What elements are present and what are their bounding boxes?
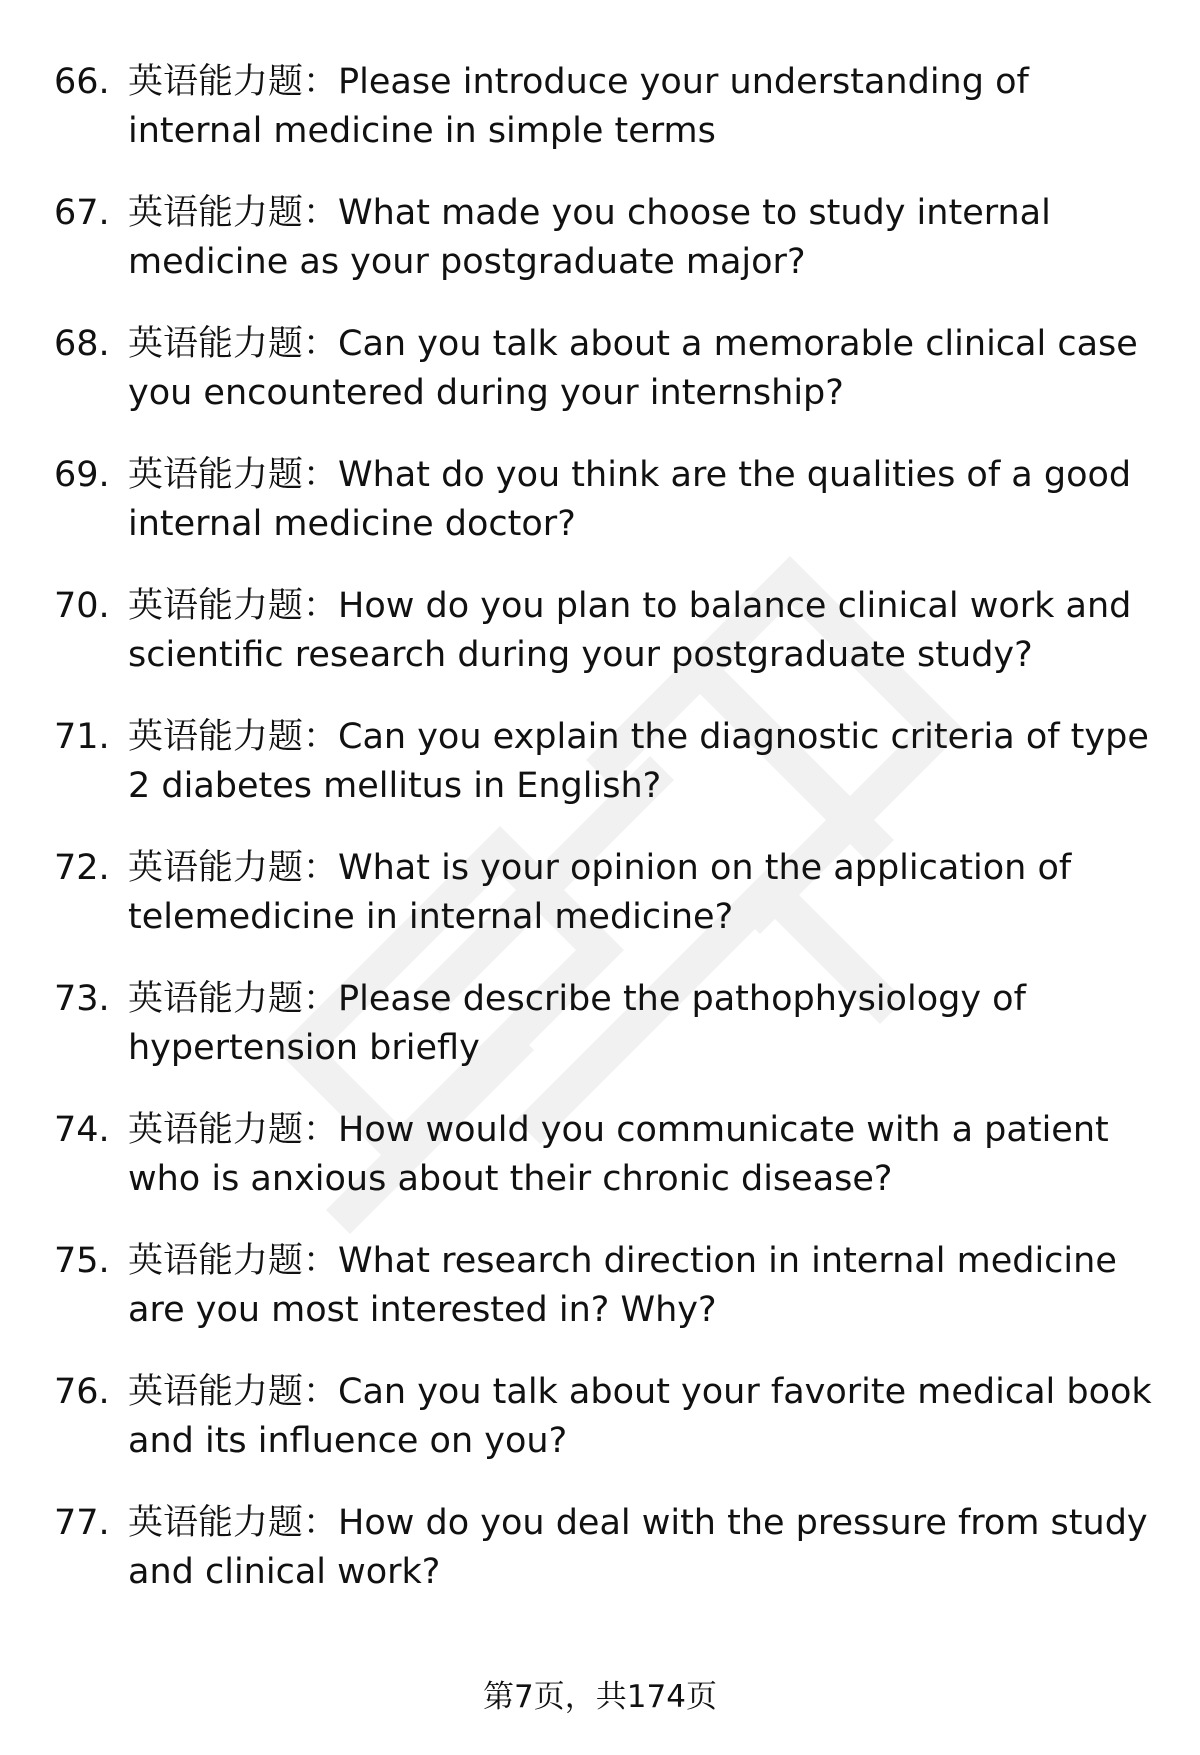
question-tag: 英语能力题： — [128, 1372, 339, 1412]
question-text: How would you communicate with a patient who is anxious about their chronic disease? — [128, 1110, 1109, 1199]
question-item — [54, 1499, 1164, 1630]
question-tag: 英语能力题： — [128, 193, 339, 233]
question-text: What do you think are the qualities of a good internal medicine doctor? — [128, 455, 1132, 544]
question-number: 76. — [54, 1372, 110, 1412]
question-item — [54, 1237, 1164, 1368]
page-number-label: 第7页，共174页 — [483, 1679, 717, 1715]
question-tag: 英语能力题： — [128, 586, 339, 626]
question-body — [128, 189, 1164, 287]
question-body — [128, 1368, 1164, 1466]
question-tag: 英语能力题： — [128, 62, 339, 102]
question-tag: 英语能力题： — [128, 1110, 339, 1150]
question-item — [54, 451, 1164, 582]
question-tag: 英语能力题： — [128, 1503, 339, 1543]
question-number: 69. — [54, 455, 110, 495]
question-text: Can you talk about a memorable clinical case you encountered during your internship? — [128, 324, 1138, 413]
question-text: Can you explain the diagnostic criteria of type 2 diabetes mellitus in English? — [128, 717, 1149, 806]
question-body — [128, 58, 1164, 156]
question-body — [128, 320, 1164, 418]
question-text: How do you plan to balance clinical work and scientific research during your postgraduate study? — [128, 586, 1132, 675]
question-body — [128, 713, 1164, 811]
question-item — [54, 582, 1164, 713]
page-footer — [0, 1677, 1200, 1717]
question-tag: 英语能力题： — [128, 455, 339, 495]
question-item — [54, 975, 1164, 1106]
question-item — [54, 713, 1164, 844]
question-tag: 英语能力题： — [128, 1241, 339, 1281]
question-number: 67. — [54, 193, 110, 233]
question-body — [128, 1237, 1164, 1335]
question-number: 70. — [54, 586, 110, 626]
question-item — [54, 1106, 1164, 1237]
question-body — [128, 1106, 1164, 1204]
question-tag: 英语能力题： — [128, 324, 339, 364]
question-text: What made you choose to study internal medicine as your postgraduate major? — [128, 193, 1051, 282]
question-item — [54, 58, 1164, 189]
question-tag: 英语能力题： — [128, 717, 339, 757]
question-number: 68. — [54, 324, 110, 364]
question-body — [128, 451, 1164, 549]
question-text: Can you talk about your favorite medical book and its influence on you? — [128, 1372, 1152, 1461]
question-number: 77. — [54, 1503, 110, 1543]
question-number: 73. — [54, 979, 110, 1019]
question-body — [128, 975, 1164, 1073]
question-text: What research direction in internal medicine are you most interested in? Why? — [128, 1241, 1117, 1330]
question-text: What is your opinion on the application of telemedicine in internal medicine? — [128, 848, 1072, 937]
question-text: Please introduce your understanding of internal medicine in simple terms — [128, 62, 1029, 151]
question-item — [54, 320, 1164, 451]
question-tag: 英语能力题： — [128, 848, 339, 888]
question-number: 74. — [54, 1110, 110, 1150]
question-item — [54, 1368, 1164, 1499]
question-item — [54, 189, 1164, 320]
question-body — [128, 582, 1164, 680]
question-number: 75. — [54, 1241, 110, 1281]
question-text: How do you deal with the pressure from study and clinical work? — [128, 1503, 1148, 1592]
question-tag: 英语能力题： — [128, 979, 339, 1019]
question-body — [128, 1499, 1164, 1597]
question-number: 71. — [54, 717, 110, 757]
question-item — [54, 844, 1164, 975]
question-body — [128, 844, 1164, 942]
question-list — [54, 58, 1164, 1630]
question-text: Please describe the pathophysiology of hypertension briefly — [128, 979, 1026, 1068]
question-number: 66. — [54, 62, 110, 102]
question-number: 72. — [54, 848, 110, 888]
